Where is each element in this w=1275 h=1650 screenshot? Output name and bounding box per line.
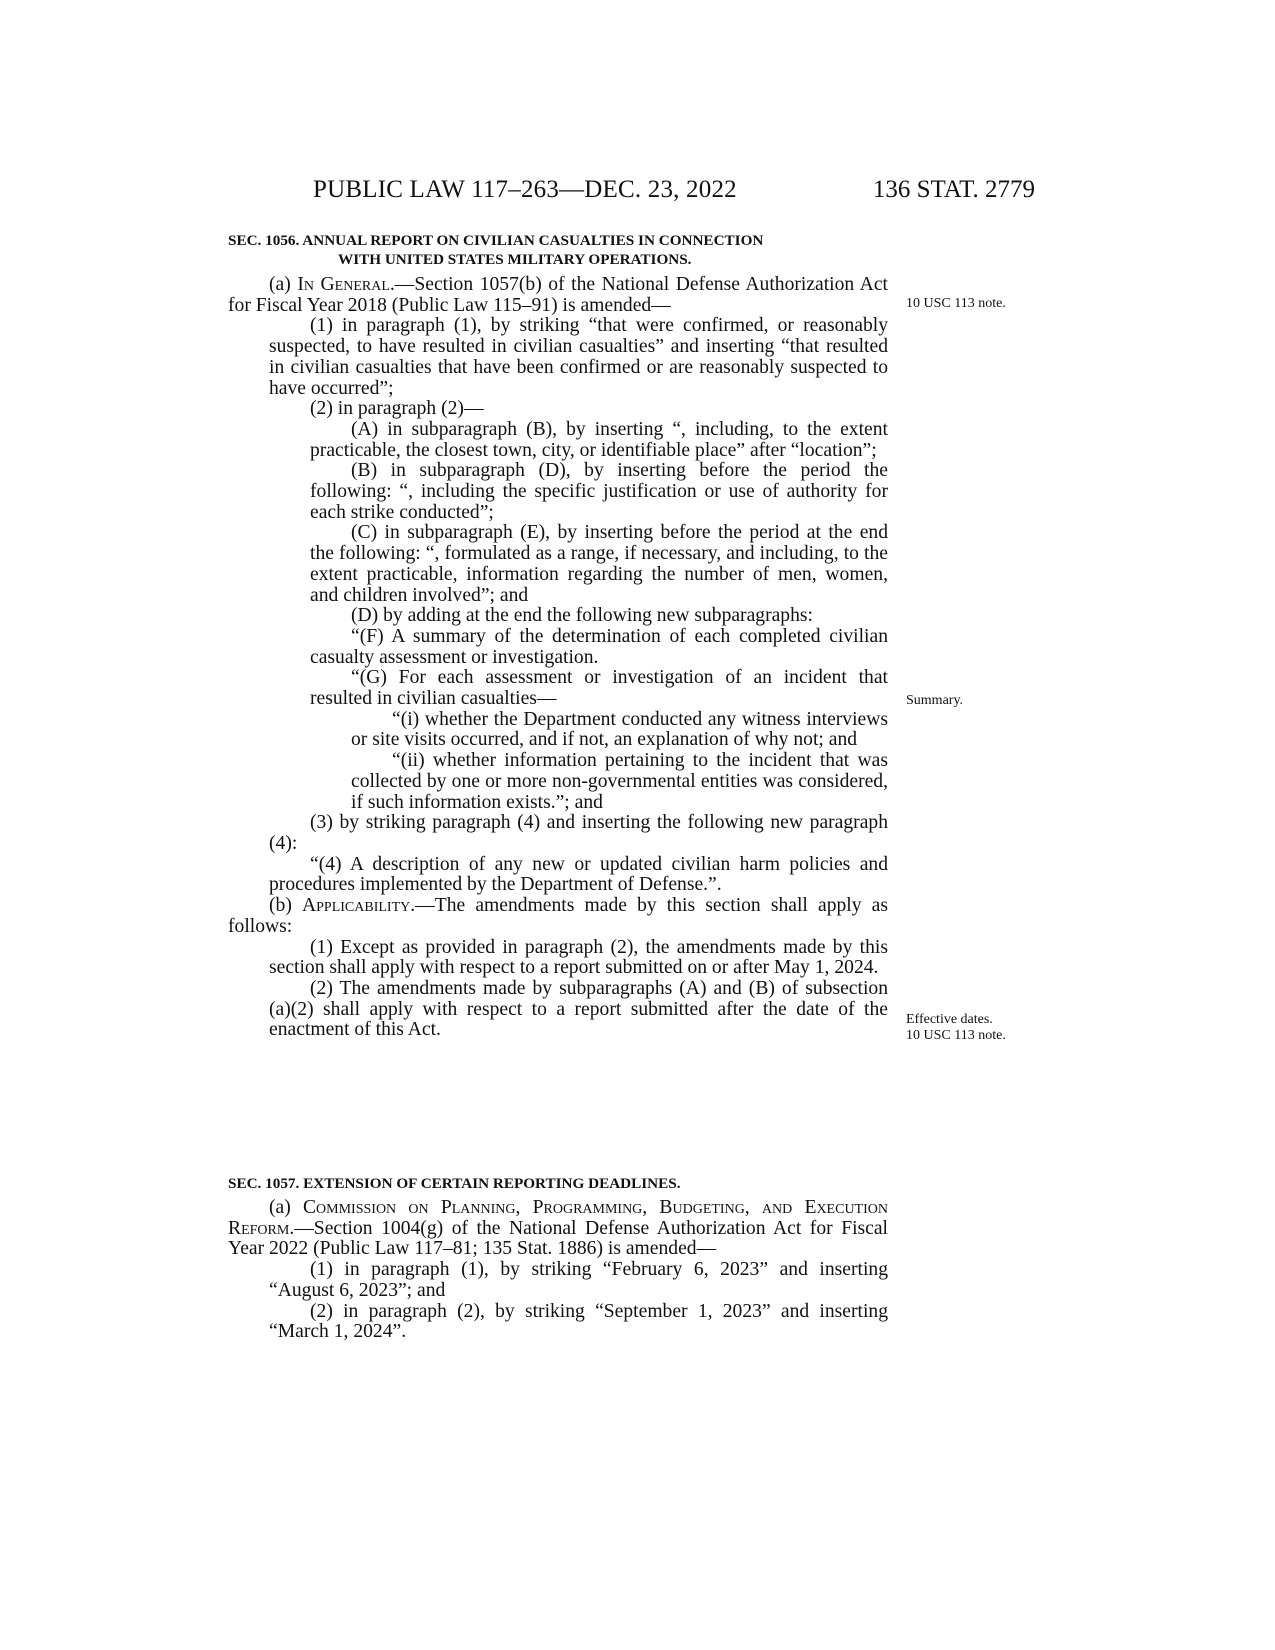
quoted-clause-i: “(i) whether the Department conducted any witness interviews or site visits occurred, and if not, an explanation of why not; and — [351, 708, 888, 751]
page-header — [0, 176, 1275, 216]
statute-page-number: 136 STAT. 2779 — [872, 176, 1035, 203]
margin-note-effective-dates-label: Effective dates. — [906, 1012, 993, 1027]
section-1057-body — [228, 1198, 888, 1343]
applicability-paragraph-2: (2) The amendments made by subparagraphs (A) and (B) of subsection (a)(2) shall apply with respect to a report submitted after the date of the enactment of this Act. — [269, 977, 888, 1041]
subparagraph-D: (D) by adding at the end the following new subparagraphs: — [351, 605, 813, 627]
section-1056-body — [228, 275, 888, 1041]
paragraph-1: (1) in paragraph (1), by striking “February 6, 2023” and inserting “August 6, 2023”; and — [269, 1259, 888, 1301]
quoted-subparagraph-F: “(F) A summary of the determination of each completed civilian casualty assessment or investigation. — [310, 625, 888, 668]
subsection-a-text: .—Section 1004(g) of the National Defense Authorization Act for Fiscal Year 2022 (Public Law 117–81; 135 Stat. 1886) is amended— — [228, 1217, 888, 1260]
paragraph-3: (3) by striking paragraph (4) and inserting the following new paragraph (4): — [269, 812, 888, 854]
subsection-a-caption: In General — [297, 274, 390, 295]
quoted-subparagraph-G: “(G) For each assessment or investigation of an incident that resulted in civilian casualties— — [310, 667, 888, 710]
section-1056-heading-line1: SEC. 1056. ANNUAL REPORT ON CIVILIAN CASUALTIES IN CONNECTION — [228, 232, 764, 249]
section-1056-heading-line2: WITH UNITED STATES MILITARY OPERATIONS. — [338, 251, 692, 268]
applicability-paragraph-1: (1) Except as provided in paragraph (2), the amendments made by this section shall apply with respect to a report submitted on or after May 1, 2024. — [269, 936, 888, 979]
subsection-b-text: .—The amendments made by this section shall apply as follows: — [228, 895, 888, 937]
paragraph-2: (2) in paragraph (2), by striking “September 1, 2023” and inserting “March 1, 2024”. — [269, 1300, 888, 1343]
paragraph-1: (1) in paragraph (1), by striking “that were confirmed, or reasonably suspected, to have resulted in civilian casualties” and inserting “that resulted in civilian casualties that have been confirmed or are reasonably suspected to have occurred”; — [269, 315, 888, 399]
subparagraph-A: (A) in subparagraph (B), by inserting “, including, to the extent practicable, the closest town, city, or identifiable place” after “location”; — [310, 418, 888, 461]
subsection-a-label: (a) — [269, 1197, 303, 1218]
subsection-a-text: .—Section 1057(b) of the National Defense Authorization Act for Fiscal Year 2018 (Public Law 115–91) is amended— — [228, 274, 888, 316]
subsection-a-commission — [228, 1198, 888, 1260]
subsection-b-label: (b) — [269, 895, 302, 917]
public-law-title: PUBLIC LAW 117–263—DEC. 23, 2022 — [313, 176, 737, 203]
subsection-a-label: (a) — [269, 274, 298, 295]
paragraph-2: (2) in paragraph (2)— — [310, 398, 484, 420]
subsection-b-caption: Applicability — [301, 895, 411, 917]
subparagraph-C: (C) in subparagraph (E), by inserting before the period at the end the following: “, formulated as a range, if necessary, and including, to the extent practicable, information regarding the number of men, women, and children involved”; and — [310, 522, 888, 606]
section-1056-heading — [228, 231, 888, 269]
margin-note-usc-1: 10 USC 113 note. — [906, 296, 1006, 311]
quoted-clause-ii: “(ii) whether information pertaining to the incident that was collected by one or more non-governmental entities was considered, if such information exists.”; and — [351, 750, 888, 813]
subsection-a-in-general — [228, 275, 888, 316]
margin-note-effective-dates — [906, 1012, 1006, 1044]
subsection-a-caption: Commission on Planning, Programming, Budgeting, and Execution Reform — [228, 1197, 888, 1239]
subparagraph-B: (B) in subparagraph (D), by inserting before the period the following: “, including the specific justification or use of authority for each strike conducted”; — [310, 460, 888, 523]
subsection-b-applicability — [228, 896, 888, 937]
margin-note-summary: Summary. — [906, 693, 964, 708]
quoted-paragraph-4: “(4) A description of any new or updated civilian harm policies and procedures implemented by the Department of Defense.”. — [269, 853, 888, 896]
margin-note-usc-2: 10 USC 113 note. — [906, 1028, 1006, 1043]
section-1057-heading: SEC. 1057. EXTENSION OF CERTAIN REPORTING DEADLINES. — [228, 1175, 681, 1192]
